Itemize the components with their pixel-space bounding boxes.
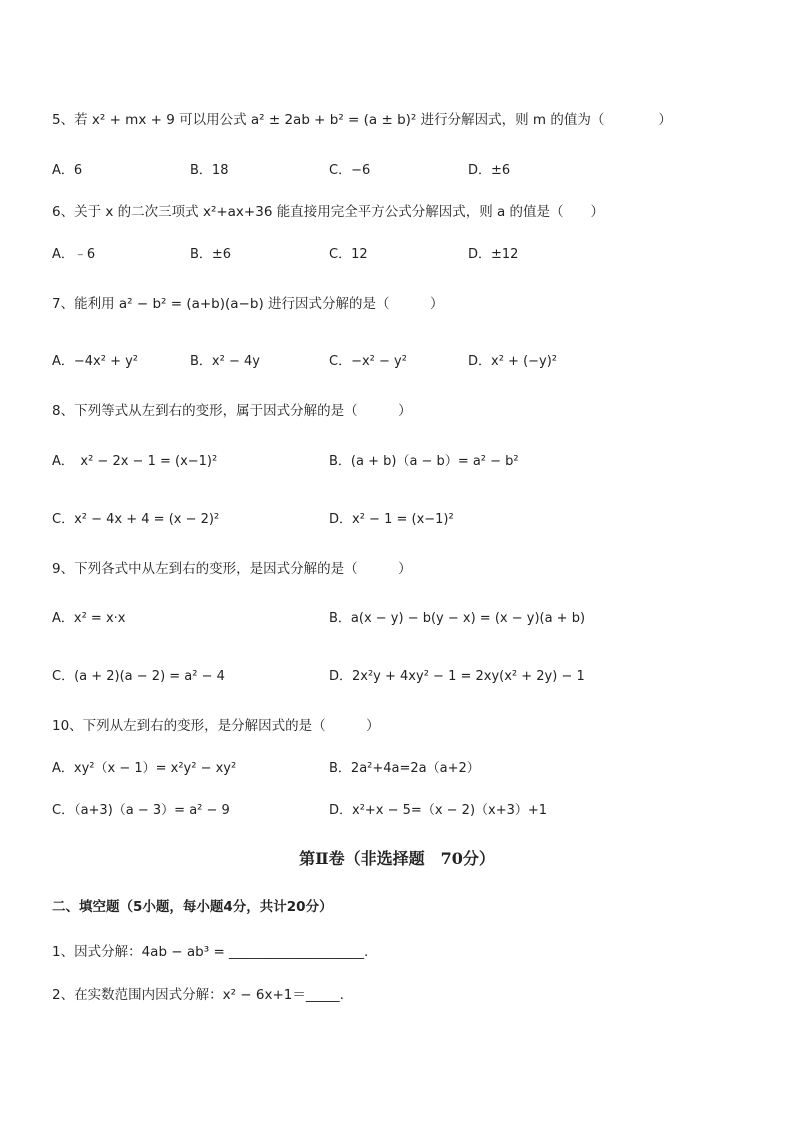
question-5-option-b: B．18 [190, 163, 229, 178]
section-title: 第Ⅱ卷（非选择题 70分） [299, 849, 495, 868]
question-8-option-d: D．x² − 1 = (x−1)² [329, 512, 454, 527]
question-10-option-a: A．xy²（x − 1）= x²y² − xy² [52, 761, 237, 776]
question-5-option-c: C．−6 [329, 163, 371, 178]
question-7-option-c: C．−x² − y² [329, 354, 407, 369]
question-9-option-d: D．2x²y + 4xy² − 1 = 2xy(x² + 2y) − 1 [329, 669, 585, 684]
fill-in-heading: 二、填空题（5小题，每小题4分，共计20分） [52, 899, 333, 915]
fill-question-1: 1、因式分解：4ab − ab³ = ____________________. [52, 944, 369, 960]
question-9-option-c: C．(a + 2)(a − 2) = a² − 4 [52, 669, 225, 684]
question-7-option-d: D．x² + (−y)² [468, 354, 558, 369]
question-7-option-a: A．−4x² + y² [52, 354, 139, 369]
fill-question-2: 2、在实数范围内因式分解：x² − 6x+1＝_____. [52, 987, 344, 1003]
question-7-stem: 7、能利用 a² − b² = (a+b)(a−b) 进行因式分解的是（ ） [52, 296, 444, 312]
question-6-option-d: D．±12 [468, 247, 519, 262]
question-5-stem: 5、若 x² + mx + 9 可以用公式 a² ± 2ab + b² = (a ± b)² 进行分解因式，则 m 的值为（ ） [52, 112, 672, 128]
question-9-stem: 9、下列各式中从左到右的变形，是因式分解的是（ ） [52, 561, 412, 577]
question-5-option-a: A．6 [52, 163, 83, 178]
question-8-stem: 8、下列等式从左到右的变形，属于因式分解的是（ ） [52, 403, 412, 419]
question-7-option-b: B．x² − 4y [190, 354, 260, 369]
question-6-option-b: B．±6 [190, 247, 232, 262]
question-8-option-a: A． x² − 2x − 1 = (x−1)² [52, 454, 218, 469]
question-9-option-a: A．x² = x·x [52, 611, 126, 626]
question-10-stem: 10、下列从左到右的变形，是分解因式的是（ ） [52, 718, 380, 734]
question-9-option-b: B．a(x − y) − b(y − x) = (x − y)(a + b) [329, 611, 586, 626]
question-6-option-a: A．﹣6 [52, 247, 96, 262]
question-10-option-c: C．（a+3)（a − 3）= a² − 9 [52, 803, 230, 818]
question-6-option-c: C．12 [329, 247, 368, 262]
question-6-stem: 6、关于 x 的二次三项式 x²+ax+36 能直接用完全平方公式分解因式，则 a 的值是（ ） [52, 204, 605, 220]
question-5-option-d: D．±6 [468, 163, 511, 178]
question-10-option-b: B．2a²+4a=2a（a+2） [329, 761, 480, 776]
question-10-option-d: D．x²+x − 5=（x − 2)（x+3）+1 [329, 803, 548, 818]
question-8-option-c: C．x² − 4x + 4 = (x − 2)² [52, 512, 220, 527]
question-8-option-b: B．(a + b)（a − b）= a² − b² [329, 454, 519, 469]
